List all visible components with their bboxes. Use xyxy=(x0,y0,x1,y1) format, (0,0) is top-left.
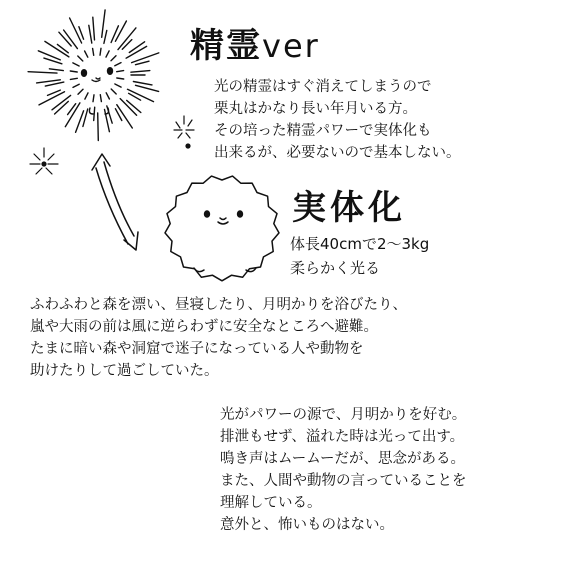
spirit-inner-ray xyxy=(117,78,124,79)
transform-arrow xyxy=(92,154,138,250)
trait-line: 光がパワーの源で、月明かりを好む。 xyxy=(220,407,467,423)
spirit-ray xyxy=(94,107,95,120)
spirit-description xyxy=(214,76,461,164)
spirit-title-ver: ver xyxy=(262,27,320,65)
spirit-ray xyxy=(57,44,68,52)
spirit-inner-ray xyxy=(93,48,94,55)
desc-line: ふわふわと森を漂い、昼寝したり、月明かりを浴びたり、 xyxy=(30,297,407,313)
spirit-ray xyxy=(102,10,105,37)
spirit-ray xyxy=(133,82,152,85)
spirit-ray xyxy=(132,53,159,63)
spirit-ray xyxy=(49,69,63,71)
spirit-inner-ray xyxy=(106,93,109,99)
spirit-line: 出来るが、必要ないので基本しない。 xyxy=(214,145,461,161)
trait-line: 理解している。 xyxy=(220,495,322,511)
spirit-ray xyxy=(136,61,150,64)
materialized-specs xyxy=(290,232,429,280)
spirit-ray xyxy=(131,71,150,73)
spirit-title-text: 精霊 xyxy=(190,26,262,66)
spirit-ray xyxy=(89,25,92,43)
spirit-inner-ray xyxy=(78,56,83,61)
spirit-ray xyxy=(98,113,99,141)
materialized-creature-drawing xyxy=(165,176,279,281)
spirit-inner-ray xyxy=(78,89,83,94)
trait-line: 意外と、怖いものはない。 xyxy=(220,517,394,533)
spirit-inner-ray xyxy=(111,56,116,61)
spec-line: 体長40cmで2～3kg xyxy=(290,235,430,253)
spirit-ray xyxy=(28,72,57,73)
spirit-inner-ray xyxy=(100,95,101,102)
spirit-ray xyxy=(129,42,144,53)
spirit-inner-ray xyxy=(93,95,94,102)
spirit-inner-ray xyxy=(111,89,116,94)
spirit-ray xyxy=(76,111,84,133)
spirit-inner-ray xyxy=(100,48,101,55)
spirit-inner-ray xyxy=(85,93,88,99)
desc-line: 助けたりして過ごしていた。 xyxy=(30,363,219,379)
trait-line: 排泄もせず、溢れた時は光って出す。 xyxy=(220,429,465,445)
spirit-ray xyxy=(111,26,118,43)
behavior-description xyxy=(30,294,407,382)
spirit-creature-drawing xyxy=(28,10,159,141)
traits-description xyxy=(220,404,467,536)
spirit-ray xyxy=(59,32,71,46)
spirit-inner-ray xyxy=(106,51,109,57)
spirit-line: 栗丸はかなり長い年月いる方。 xyxy=(214,101,417,117)
spirit-inner-ray xyxy=(117,71,124,72)
spirit-ray xyxy=(37,80,61,83)
spirit-inner-ray xyxy=(70,71,77,72)
desc-line: 嵐や大雨の前は風に逆らわずに安全なところへ避難。 xyxy=(30,319,378,335)
spirit-inner-ray xyxy=(115,84,121,87)
spirit-ray xyxy=(122,40,132,50)
materialized-title: 実体化 xyxy=(292,188,406,228)
trait-line: また、人間や動物の言っていることを xyxy=(220,473,467,489)
spirit-version-title xyxy=(190,18,320,67)
spirit-ray xyxy=(38,51,60,60)
desc-line: たまに暗い森や洞窟で迷子になっている人や動物を xyxy=(30,341,364,357)
spirit-inner-ray xyxy=(70,78,77,79)
spirit-ray xyxy=(45,82,64,86)
spec-line: 柔らかく光る xyxy=(290,259,381,277)
spirit-inner-ray xyxy=(73,84,79,87)
spirit-line: 光の精霊はすぐ消えてしまうので xyxy=(214,79,432,95)
spirit-ray xyxy=(136,85,159,91)
spirit-inner-ray xyxy=(73,63,79,66)
trait-line: 鳴き声はムームーだが、思念がある。 xyxy=(220,451,466,467)
spirit-inner-ray xyxy=(85,51,88,57)
sparkle-small-left xyxy=(30,148,58,174)
spirit-ray xyxy=(104,30,107,43)
spirit-inner-ray xyxy=(115,63,121,66)
spirit-line: その培った精霊パワーで実体化も xyxy=(214,123,432,139)
sparkle-small-right xyxy=(174,116,194,148)
spirit-ray xyxy=(115,21,126,41)
spirit-ray xyxy=(93,17,95,40)
